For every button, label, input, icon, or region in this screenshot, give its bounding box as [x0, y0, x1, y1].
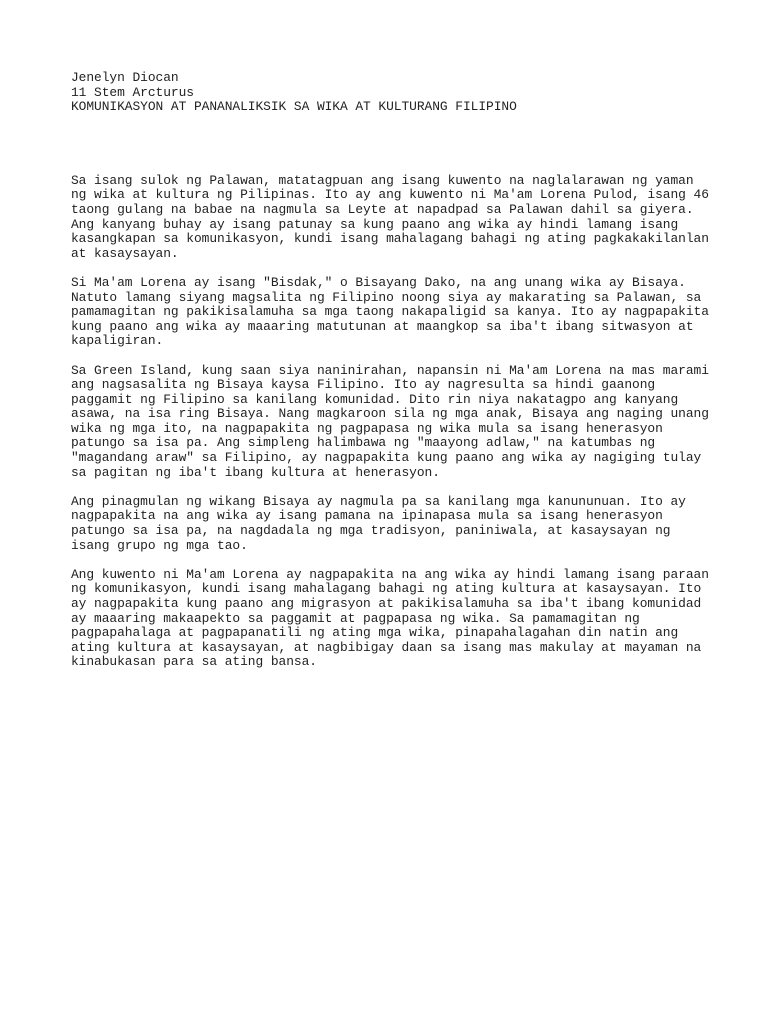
paragraph [71, 364, 711, 481]
paragraph [71, 276, 711, 349]
paragraph-line: pamamagitan ng pakikisalamuha sa mga taong nakapaligid sa kanya. Ito ay nagpapakita [71, 304, 709, 320]
course-title: KOMUNIKASYON AT PANANALIKSIK SA WIKA AT KULTURANG FILIPINO [71, 99, 517, 115]
paragraph-line: isang grupo ng mga tao. [71, 537, 248, 553]
paragraph-line: Sa Green Island, kung saan siya naninirahan, napansin ni Ma'am Lorena na mas marami [71, 362, 709, 378]
paragraph-line: kinabukasan para sa ating bansa. [71, 654, 317, 670]
paragraph-line: ng wika at kultura ng Pilipinas. Ito ay ang kuwento ni Ma'am Lorena Pulod, isang 46 [71, 187, 709, 203]
paragraph-line: ng komunikasyon, kundi isang mahalagang bahagi ng ating kultura at kasaysayan. Ito [71, 581, 702, 597]
paragraph-line: kung paano ang wika ay maaaring matutunan at maangkop sa iba't ibang sitwasyon at [71, 318, 694, 334]
paragraph-line: "magandang araw" sa Filipino, ay nagpapakita kung paano ang wika ay nagiging tulay [71, 450, 702, 466]
paragraph-line: Si Ma'am Lorena ay isang "Bisdak," o Bisayang Dako, na ang unang wika ay Bisaya. [71, 274, 686, 290]
paragraph-line: patungo sa isa pa. Ang simpleng halimbawa ng "maayong adlaw," na katumbas ng [71, 435, 656, 451]
class-section: 11 Stem Arcturus [71, 84, 194, 100]
paragraph-line: pagpapahalaga at pagpapanatili ng ating mga wika, pinapahalagahan din natin ang [71, 625, 679, 641]
paragraph-line: ang nagsasalita ng Bisaya kaysa Filipino. Ito ay nagresulta sa hindi gaanong [71, 377, 656, 393]
paragraph-line: nagpapakita na ang wika ay isang pamana na ipinapasa mula sa isang henerasyon [71, 508, 663, 524]
paragraph-line: Natuto lamang siyang magsalita ng Filipino noong siya ay makarating sa Palawan, sa [71, 289, 702, 305]
paragraph [71, 174, 711, 262]
paragraph-line: sa pagitan ng iba't ibang kultura at henerasyon. [71, 464, 440, 480]
paragraph-line: Ang kuwento ni Ma'am Lorena ay nagpapakita na ang wika ay hindi lamang isang paraan [71, 566, 709, 582]
document-body [71, 71, 711, 685]
paragraph-line: kasangkapan sa komunikasyon, kundi isang mahalagang bahagi ng ating pagkakakilanlan [71, 231, 709, 247]
paragraph-line: ay nagpapakita kung paano ang migrasyon at pakikisalamuha sa iba't ibang komunidad [71, 596, 702, 611]
author-name: Jenelyn Diocan [71, 70, 179, 85]
paragraph-line: patungo sa isa pa, na nagdadala ng mga tradisyon, paniniwala, at kasaysayan ng [71, 523, 671, 539]
paragraph [71, 495, 711, 553]
paragraph-line: ay maaaring makaapekto sa paggamit at pagpapasa ng wika. Sa pamamagitan ng [71, 610, 640, 626]
paragraph-line: at kasaysayan. [71, 245, 179, 261]
paragraph-line: taong gulang na babae na nagmula sa Leyte at napadpad sa Palawan dahil sa giyera. [71, 201, 694, 217]
paragraph-line: Ang kanyang buhay ay isang patunay sa kung paano ang wika ay hindi lamang isang [71, 216, 679, 232]
paragraph-line: Sa isang sulok ng Palawan, matatagpuan ang isang kuwento na naglalarawan ng yaman [71, 172, 694, 188]
paragraph-line: paggamit ng Filipino sa kanilang komunidad. Dito rin niya nakatagpo ang kanyang [71, 391, 679, 407]
paragraph-line: wika ng mga ito, na nagpapakita ng pagpapasa ng wika mula sa isang henerasyon [71, 420, 663, 436]
paragraph [71, 568, 711, 670]
header-spacer [71, 115, 711, 174]
essay-paragraphs [71, 174, 711, 670]
paragraph-line: kapaligiran. [71, 333, 164, 349]
paragraph-line: ating kultura at kasaysayan, at nagbibigay daan sa isang mas makulay at mayaman na [71, 639, 702, 655]
paragraph-line: asawa, na isa ring Bisaya. Nang magkaroon sila ng mga anak, Bisaya ang naging unang [71, 406, 709, 422]
paragraph-line: Ang pinagmulan ng wikang Bisaya ay nagmula pa sa kanilang mga kanununuan. Ito ay [71, 493, 686, 509]
